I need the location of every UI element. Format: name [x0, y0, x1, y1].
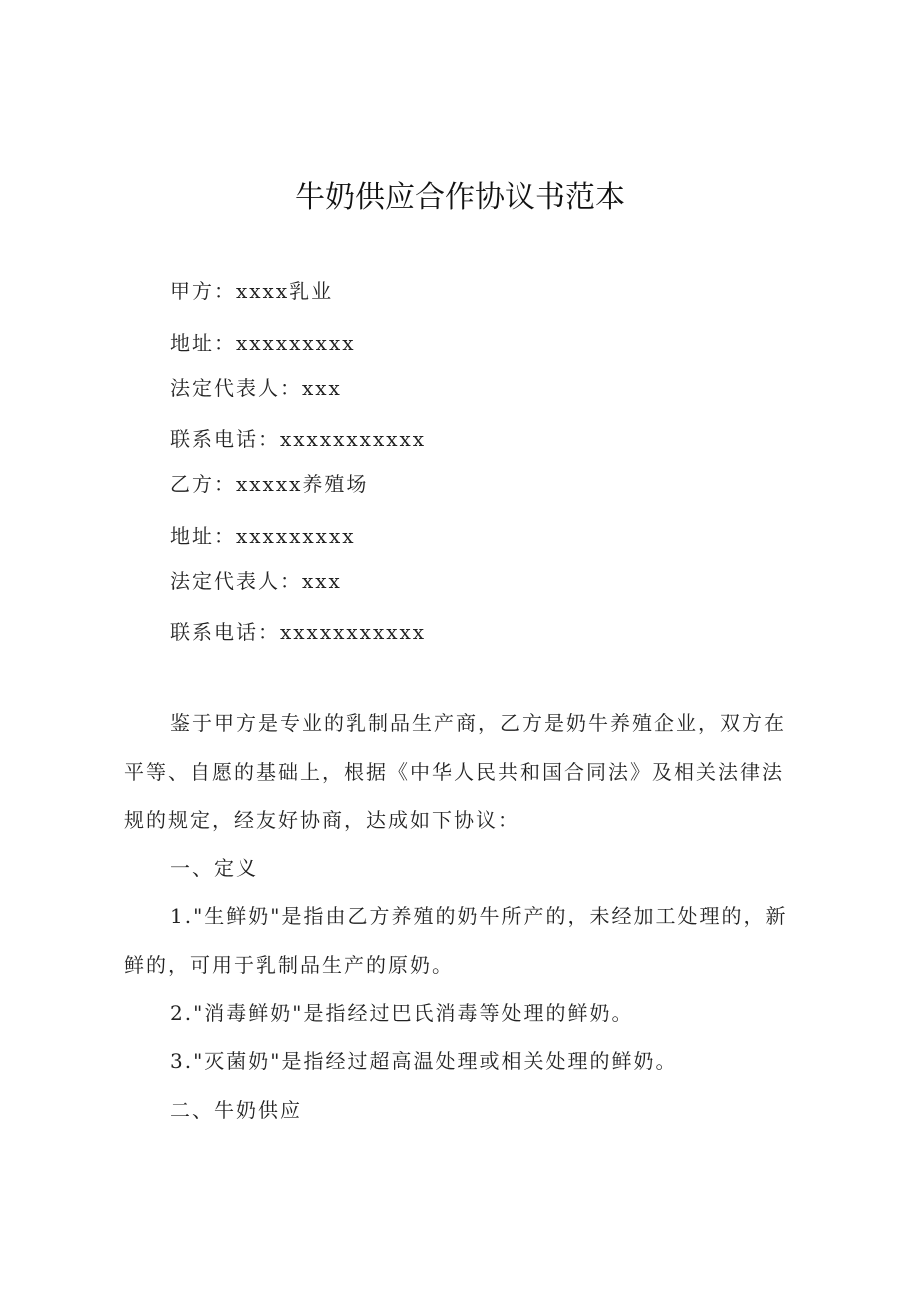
party-a-phone: 联系电话：xxxxxxxxxxx — [170, 427, 427, 451]
section-1-item-2: 2."消毒鲜奶"是指经过巴氏消毒等处理的鲜奶。 — [170, 1001, 634, 1025]
section-1-heading: 一、定义 — [170, 856, 258, 880]
preamble-line-3: 规的规定，经友好协商，达成如下协议： — [124, 808, 520, 832]
party-b-phone: 联系电话：xxxxxxxxxxx — [170, 620, 427, 644]
preamble-line-2: 平等、自愿的基础上，根据《中华人民共和国合同法》及相关法律法 — [124, 760, 784, 784]
party-b-representative: 法定代表人：xxx — [170, 569, 342, 593]
preamble-line-1: 鉴于甲方是专业的乳制品生产商，乙方是奶牛养殖企业，双方在 — [170, 711, 786, 735]
party-a-representative: 法定代表人：xxx — [170, 376, 342, 400]
section-2-heading: 二、牛奶供应 — [170, 1098, 302, 1122]
party-b-address: 地址：xxxxxxxxx — [170, 524, 356, 548]
party-a-name: 甲方：xxxx乳业 — [170, 279, 334, 303]
section-1-item-1-line-1: 1."生鲜奶"是指由乙方养殖的奶牛所产的，未经加工处理的，新 — [170, 904, 788, 928]
section-1-item-1-line-2: 鲜的，可用于乳制品生产的原奶。 — [124, 953, 454, 977]
party-b-name: 乙方：xxxxx养殖场 — [170, 472, 369, 496]
section-1-item-3: 3."灭菌奶"是指经过超高温处理或相关处理的鲜奶。 — [170, 1049, 678, 1073]
party-a-address: 地址：xxxxxxxxx — [170, 331, 356, 355]
document-title: 牛奶供应合作协议书范本 — [295, 180, 625, 215]
